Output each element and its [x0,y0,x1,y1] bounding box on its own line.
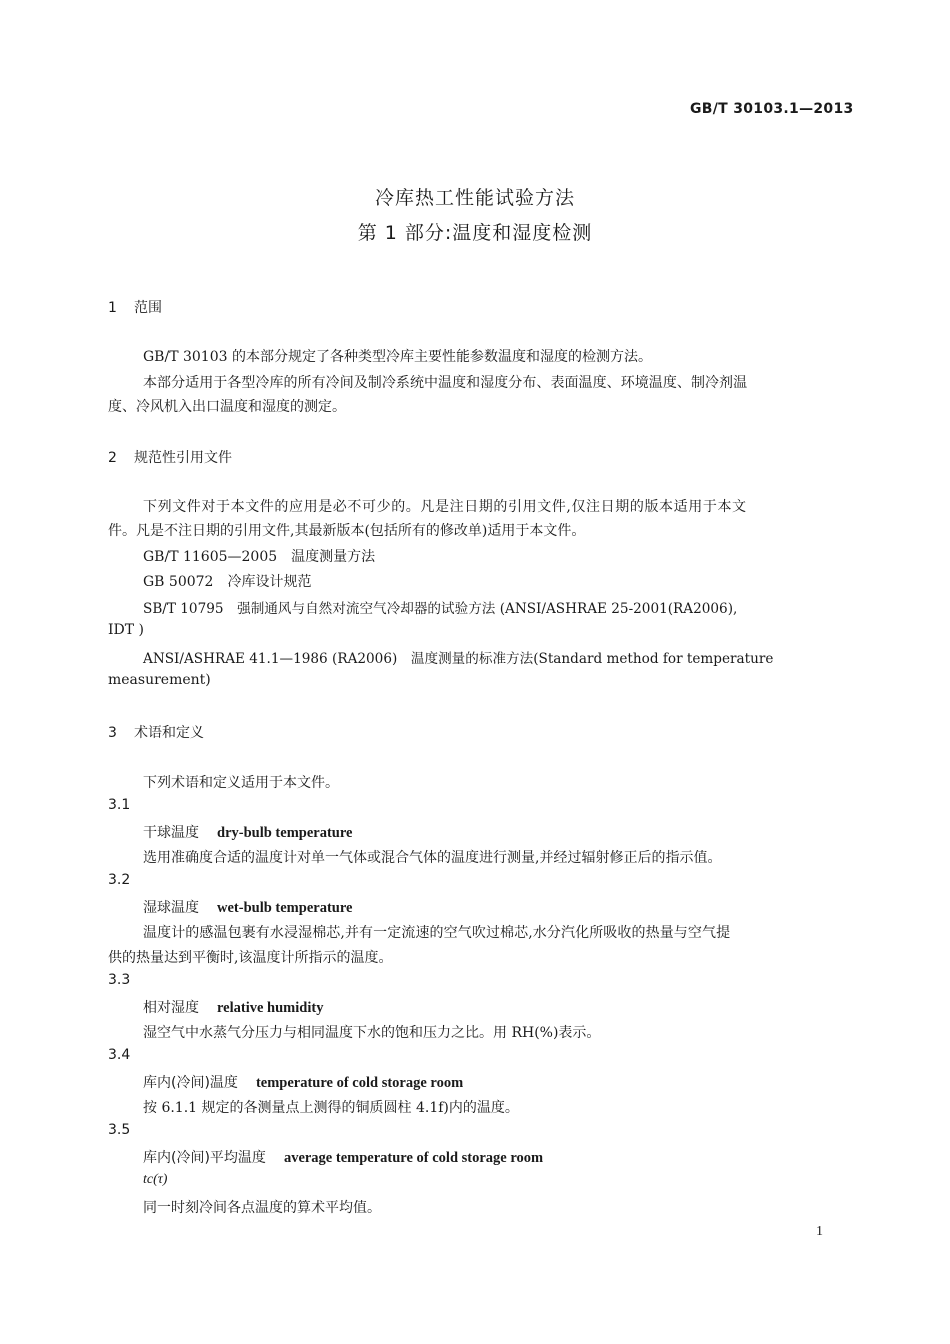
section-title: 术语和定义 [134,725,204,741]
term-zh: 库内(冷间)平均温度 [143,1150,266,1166]
term-heading [143,997,323,1017]
term-heading [143,1147,543,1167]
section-3-heading [108,722,204,742]
section-2-heading [108,447,232,467]
section-1-heading [108,297,162,317]
paragraph: 下列术语和定义适用于本文件。 [143,775,339,791]
section-title: 范围 [134,300,162,316]
section-number: 1 [108,300,117,316]
term-definition: 温度计的感温包裹有水浸湿棉芯,并有一定流速的空气吹过棉芯,水分汽化所吸收的热量与空气提 [143,925,731,941]
term-heading [143,897,352,917]
reference-item: GB 50072 冷库设计规范 [143,574,312,590]
reference-item-continuation: measurement) [108,672,211,688]
reference-item: GB/T 11605—2005 温度测量方法 [143,549,376,565]
reference-item: SB/T 10795 强制通风与自然对流空气冷却器的试验方法 (ANSI/ASHRAE 25-2001(RA2006), [143,601,738,617]
paragraph: GB/T 30103 的本部分规定了各种类型冷库主要性能参数温度和湿度的检测方法。 [143,349,652,365]
term-definition: 选用准确度合适的温度计对单一气体或混合气体的温度进行测量,并经过辐射修正后的指示值。 [143,850,722,866]
term-number: 3.3 [108,972,131,988]
term-number: 3.2 [108,872,131,888]
term-zh: 库内(冷间)温度 [143,1075,238,1091]
page-number: 1 [816,1224,823,1239]
term-definition: 同一时刻冷间各点温度的算术平均值。 [143,1200,381,1216]
term-zh: 干球温度 [143,825,199,841]
term-zh: 相对湿度 [143,1000,199,1016]
paragraph-continuation: 件。凡是不注日期的引用文件,其最新版本(包括所有的修改单)适用于本文件。 [108,523,586,539]
term-number: 3.1 [108,797,131,813]
term-definition: 按 6.1.1 规定的各测量点上测得的铜质圆柱 4.1f)内的温度。 [143,1100,519,1116]
term-number: 3.4 [108,1047,131,1063]
term-definition-continuation: 供的热量达到平衡时,该温度计所指示的温度。 [108,950,393,966]
term-en: relative humidity [217,1000,324,1016]
paragraph-continuation: 度、冷风机入出口温度和湿度的测定。 [108,399,346,415]
section-number: 3 [108,725,117,741]
paragraph: 下列文件对于本文件的应用是必不可少的。凡是注日期的引用文件,仅注日期的版本适用于本文 [143,499,747,515]
document-title: 冷库热工性能试验方法 [374,187,575,209]
term-en: temperature of cold storage room [255,1075,464,1091]
term-en: wet-bulb temperature [217,900,353,916]
standard-number: GB/T 30103.1—2013 [690,101,854,117]
term-heading [143,822,352,842]
term-zh: 湿球温度 [143,900,199,916]
term-definition: 湿空气中水蒸气分压力与相同温度下水的饱和压力之比。用 RH(%)表示。 [143,1025,601,1041]
paragraph: 本部分适用于各型冷库的所有冷间及制冷系统中温度和湿度分布、表面温度、环境温度、制冷剂温 [143,375,748,391]
section-number: 2 [108,450,117,466]
term-en: dry-bulb temperature [217,825,353,841]
document-subtitle: 第 1 部分:温度和湿度检测 [357,222,593,244]
reference-item: ANSI/ASHRAE 41.1—1986 (RA2006) 温度测量的标准方法(Standard method for temperature [143,651,774,667]
reference-item-continuation: IDT ) [108,622,145,638]
term-heading [143,1072,463,1092]
term-symbol: tc(τ) [143,1172,168,1187]
term-en: average temperature of cold storage room [283,1150,544,1166]
section-title: 规范性引用文件 [134,450,232,466]
term-number: 3.5 [108,1122,131,1138]
